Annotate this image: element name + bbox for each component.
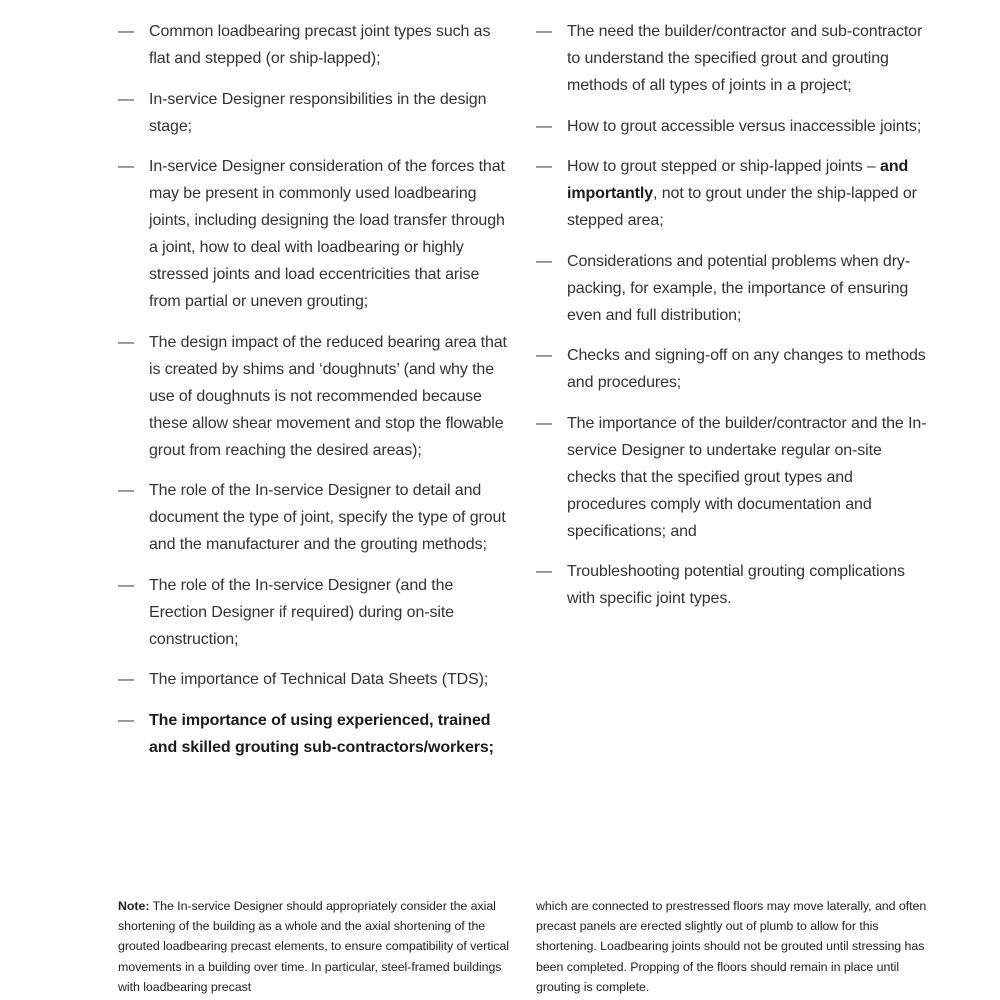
list-item <box>118 572 510 653</box>
list-item-text-bold: and importantly <box>567 158 909 202</box>
list-item <box>536 153 932 234</box>
list-item <box>536 113 932 140</box>
left-bullet-list <box>118 18 510 761</box>
dash-icon: — <box>118 711 134 729</box>
list-item-text: How to grout accessible versus inaccessible joints; <box>567 117 922 135</box>
list-item <box>118 666 510 693</box>
list-item <box>118 18 510 72</box>
list-item-text-bold: The importance of using experienced, trained and skilled grouting sub-contractors/workers; <box>149 711 494 756</box>
dash-icon: — <box>118 23 134 40</box>
list-item-text: In-service Designer responsibilities in the design stage; <box>149 90 487 135</box>
dash-icon: — <box>536 117 552 135</box>
note-text-right: which are connected to prestressed floors may move laterally, and often precast panels are erected slightly out of plumb to allow for this shortening. Loadbearing joints should not be grouted until stressing has been completed. Propping of the floors should remain in place until grouting is complete. <box>536 899 927 994</box>
dash-icon: — <box>536 158 552 175</box>
note-label: Note: <box>118 899 150 913</box>
list-item-text-after: , not to grout under the ship-lapped or stepped area; <box>567 185 917 229</box>
right-column <box>536 18 932 626</box>
dash-icon: — <box>536 23 552 40</box>
list-item-text: The importance of Technical Data Sheets (TDS); <box>149 671 489 688</box>
dash-icon: — <box>118 90 134 108</box>
dash-icon: — <box>536 347 552 364</box>
list-item-text: The role of the In-service Designer to detail and document the type of joint, specify the type of grout and the manufacturer and the grouting methods; <box>149 482 506 553</box>
note-paragraph-left <box>118 896 510 997</box>
dash-icon: — <box>118 671 134 688</box>
list-item-text: Troubleshooting potential grouting complications with specific joint types. <box>567 563 905 607</box>
list-item-text: In-service Designer consideration of the forces that may be present in commonly used loadbearing joints, including designing the load transfer through a joint, how to deal with loadbearing or highly stressed joints and load eccentricities that arise from partial or uneven grouting; <box>149 158 505 310</box>
list-item-text: The role of the In-service Designer (and the Erection Designer if required) during on-site construction; <box>149 576 454 648</box>
dash-icon: — <box>536 252 552 270</box>
list-item-text: The design impact of the reduced bearing area that is created by shims and ‘doughnuts’ (and why the use of doughnuts is not recommended because these allow shear movement and stop the flowable grout from reaching the desired areas); <box>149 333 507 459</box>
note-paragraph-right <box>536 896 932 997</box>
list-item <box>118 86 510 140</box>
list-item <box>536 410 932 545</box>
dash-icon: — <box>118 158 134 175</box>
list-item <box>118 707 510 761</box>
dash-icon: — <box>118 333 134 351</box>
list-item-text: The need the builder/contractor and sub-contractor to understand the specified grout and grouting methods of all types of joints in a project; <box>567 23 923 94</box>
list-item <box>118 153 510 315</box>
list-item-text: Common loadbearing precast joint types such as flat and stepped (or ship-lapped); <box>149 23 491 67</box>
list-item <box>536 18 932 99</box>
list-item-text: The importance of the builder/contractor and the In-service Designer to undertake regular on-site checks that the specified grout types and procedures comply with documentation and specifications; and <box>567 414 927 540</box>
dash-icon: — <box>536 414 552 432</box>
note-text-left: The In-service Designer should appropriately consider the axial shortening of the building as a whole and the axial shortening of the grouted loadbearing precast elements, to ensure compatibility of vertical movements in a building over time. In particular, steel-framed buildings with loadbearing precast <box>118 899 509 994</box>
dash-icon: — <box>118 482 134 499</box>
list-item <box>118 329 510 464</box>
left-column <box>118 18 510 774</box>
dash-icon: — <box>536 563 552 580</box>
list-item <box>536 248 932 329</box>
list-item <box>118 477 510 558</box>
list-item-text: Considerations and potential problems when dry-packing, for example, the importance of ensuring even and full distribution; <box>567 252 911 324</box>
list-item <box>536 342 932 396</box>
right-bullet-list <box>536 18 932 612</box>
dash-icon: — <box>118 576 134 594</box>
list-item-text <box>567 158 917 229</box>
list-item <box>536 558 932 612</box>
list-item-text: Checks and signing-off on any changes to methods and procedures; <box>567 347 926 391</box>
list-item-text-before: How to grout stepped or ship-lapped joints – <box>567 158 881 175</box>
